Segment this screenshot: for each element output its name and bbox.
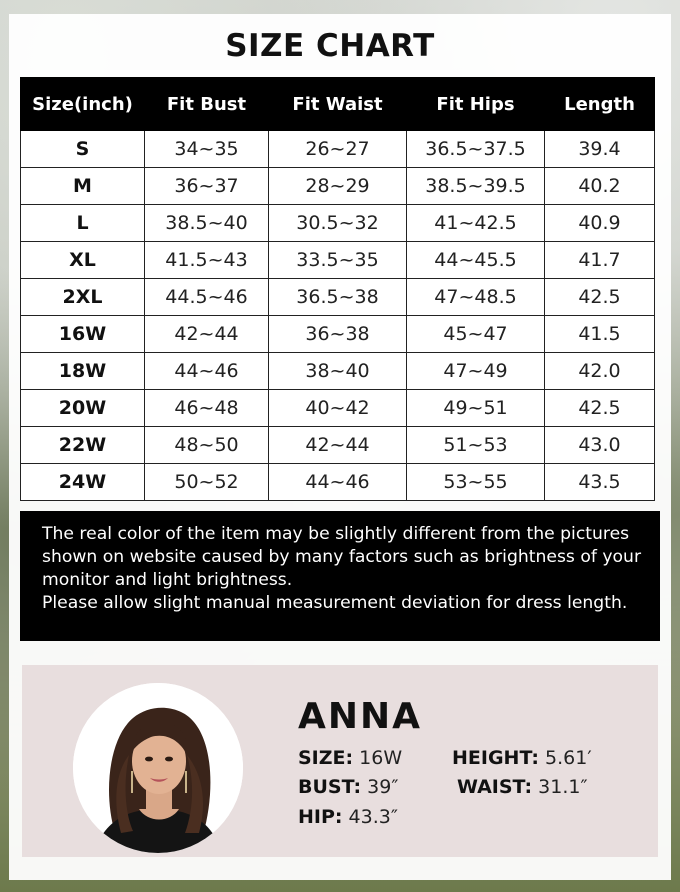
measurement-cell: 44~46	[269, 464, 407, 501]
table-row	[21, 279, 655, 316]
table-row	[21, 242, 655, 279]
bust-label: BUST:	[298, 776, 362, 798]
measurement-cell: 36~37	[145, 168, 269, 205]
model-waist	[457, 776, 588, 798]
waist-label: WAIST:	[457, 776, 533, 798]
measurement-cell: 26~27	[269, 131, 407, 168]
header-fit-waist: Fit Waist	[269, 78, 407, 131]
size-label: SIZE:	[298, 747, 354, 769]
table-row	[21, 205, 655, 242]
disclaimer-line: Please allow slight manual measurement deviation for dress length.	[42, 593, 628, 613]
measurement-cell: 42~44	[269, 427, 407, 464]
size-value: 16W	[359, 747, 403, 769]
size-cell: L	[21, 205, 145, 242]
model-hip	[298, 806, 398, 828]
measurement-cell: 42.5	[545, 390, 655, 427]
size-cell: M	[21, 168, 145, 205]
measurement-cell: 47~49	[407, 353, 545, 390]
measurement-cell: 38.5~39.5	[407, 168, 545, 205]
model-portrait-icon	[73, 683, 243, 853]
header-fit-bust: Fit Bust	[145, 78, 269, 131]
measurement-cell: 44~45.5	[407, 242, 545, 279]
bust-value: 39″	[367, 776, 399, 798]
measurement-cell: 40~42	[269, 390, 407, 427]
size-cell: S	[21, 131, 145, 168]
measurement-cell: 33.5~35	[269, 242, 407, 279]
model-name: ANNA	[298, 696, 422, 737]
table-row	[21, 353, 655, 390]
measurement-cell: 53~55	[407, 464, 545, 501]
measurement-cell: 30.5~32	[269, 205, 407, 242]
measurement-cell: 48~50	[145, 427, 269, 464]
model-info-card	[22, 665, 658, 857]
table-row	[21, 316, 655, 353]
measurement-cell: 49~51	[407, 390, 545, 427]
disclaimer-line: monitor and light brightness.	[42, 570, 293, 590]
height-value: 5.61′	[545, 747, 592, 769]
measurement-cell: 47~48.5	[407, 279, 545, 316]
measurement-cell: 41.7	[545, 242, 655, 279]
measurement-cell: 42~44	[145, 316, 269, 353]
measurement-cell: 50~52	[145, 464, 269, 501]
size-cell: XL	[21, 242, 145, 279]
hip-label: HIP:	[298, 806, 343, 828]
measurement-cell: 43.5	[545, 464, 655, 501]
measurement-cell: 43.0	[545, 427, 655, 464]
table-row	[21, 427, 655, 464]
header-fit-hips: Fit Hips	[407, 78, 545, 131]
size-cell: 18W	[21, 353, 145, 390]
header-size: Size(inch)	[21, 78, 145, 131]
table-row	[21, 168, 655, 205]
table-row	[21, 131, 655, 168]
table-row	[21, 390, 655, 427]
measurement-cell: 40.9	[545, 205, 655, 242]
model-size	[298, 747, 402, 769]
measurement-cell: 34~35	[145, 131, 269, 168]
measurement-cell: 44~46	[145, 353, 269, 390]
size-cell: 16W	[21, 316, 145, 353]
measurement-cell: 44.5~46	[145, 279, 269, 316]
measurement-cell: 45~47	[407, 316, 545, 353]
measurement-cell: 40.2	[545, 168, 655, 205]
measurement-cell: 38~40	[269, 353, 407, 390]
measurement-cell: 36.5~37.5	[407, 131, 545, 168]
size-chart-table	[20, 77, 655, 501]
measurement-cell: 39.4	[545, 131, 655, 168]
height-label: HEIGHT:	[452, 747, 539, 769]
size-cell: 22W	[21, 427, 145, 464]
measurement-cell: 41.5~43	[145, 242, 269, 279]
measurement-cell: 51~53	[407, 427, 545, 464]
measurement-cell: 41.5	[545, 316, 655, 353]
waist-value: 31.1″	[538, 776, 588, 798]
page-title: SIZE CHART	[225, 28, 435, 64]
measurement-cell: 36~38	[269, 316, 407, 353]
hip-value: 43.3″	[348, 806, 398, 828]
size-cell: 24W	[21, 464, 145, 501]
size-cell: 20W	[21, 390, 145, 427]
color-disclaimer	[20, 511, 660, 641]
measurement-cell: 38.5~40	[145, 205, 269, 242]
measurement-cell: 46~48	[145, 390, 269, 427]
measurement-cell: 36.5~38	[269, 279, 407, 316]
measurement-cell: 28~29	[269, 168, 407, 205]
disclaimer-line: shown on website caused by many factors such as brightness of your	[42, 547, 642, 567]
model-height	[452, 747, 592, 769]
disclaimer-line: The real color of the item may be slightly different from the pictures	[42, 524, 630, 544]
size-cell: 2XL	[21, 279, 145, 316]
measurement-cell: 42.5	[545, 279, 655, 316]
model-avatar	[73, 683, 243, 853]
table-header-row	[21, 78, 655, 131]
measurement-cell: 42.0	[545, 353, 655, 390]
model-bust	[298, 776, 398, 798]
header-length: Length	[545, 78, 655, 131]
measurement-cell: 41~42.5	[407, 205, 545, 242]
table-row	[21, 464, 655, 501]
